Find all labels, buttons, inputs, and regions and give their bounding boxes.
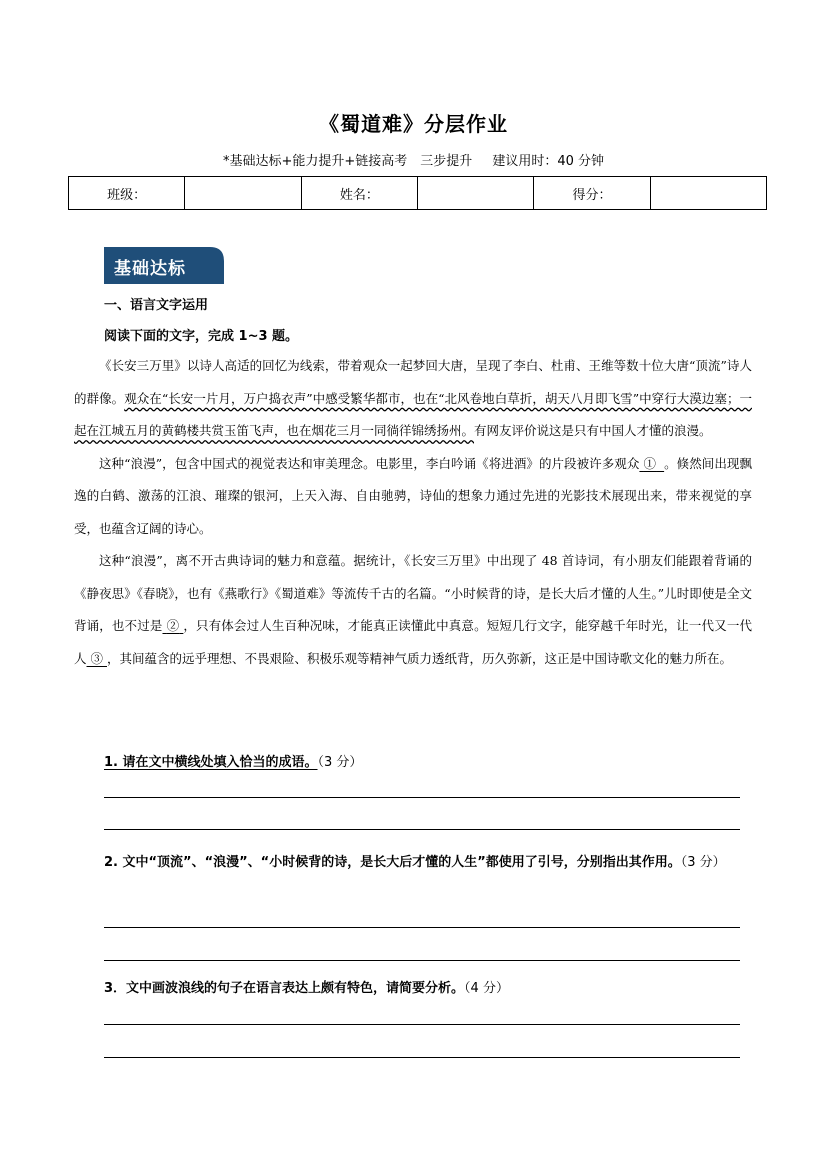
answer-line[interactable] xyxy=(104,960,740,961)
class-field[interactable] xyxy=(185,177,301,210)
answer-line[interactable] xyxy=(104,927,740,928)
passage-paragraph-2: 这种“浪漫”，包含中国式的视觉表达和审美理念。电影里，李白吟诵《将进酒》的片段被许多观众 ① 。倏然间出现飘逸的白鹤、激荡的江浪、璀璨的银河，上天入海、自由驰骋，诗仙的想象力通过先进的光影技术展现出来，带来视觉的享受，也蕴含辽阔的诗心。 xyxy=(74,455,752,536)
section-tab xyxy=(104,247,224,283)
student-info-table xyxy=(68,176,767,210)
section-divider xyxy=(104,282,224,284)
passage-paragraph-1: 《长安三万里》以诗人高适的回忆为线索，带着观众一起梦回大唐，呈现了李白、杜甫、王维等数十位大唐“顶流”诗人的群像。观众在“长安一片月，万户捣衣声”中感受繁华都市，也在“北风卷地白草折，胡天八月即飞雪”中穿行大漠边塞；一起在江城五月的黄鹤楼共赏玉笛飞声，也在烟花三月一同徜徉锦绣扬州。有网友评价说这是只有中国人才懂的浪漫。 xyxy=(74,358,752,438)
page-subtitle xyxy=(0,150,827,169)
heading-reading-instruction: 阅读下面的文字，完成 1~3 题。 xyxy=(104,329,299,344)
passage-paragraph-3: 这种“浪漫”，离不开古典诗词的魅力和意蕴。据统计，《长安三万里》中出现了 48 首诗词，有小朋友们能跟着背诵的《静夜思》《春晓》，也有《燕歌行》《蜀道难》等流传千古的名篇。“小时候背的诗，是长大后才懂的人生。”儿时即使是全文背诵，也不过是 ② ，只有体会过人生百种况味，才能真正读懂此中真意。短短几行文字，能穿越千年时光，让一代又一代人 ③ ，其间蕴含的远乎理想、不畏艰险、积极乐观等精神气质力透纸背，历久弥新，这正是中国诗歌文化的魅力所在。 xyxy=(74,553,752,666)
blank-2[interactable]: ② xyxy=(166,618,180,633)
passage xyxy=(74,350,752,675)
question-2: 2. 文中“顶流”、“浪漫”、“小时候背的诗，是长大后才懂的人生”都使用了引号，分别指出其作用。（3 分） xyxy=(104,855,726,870)
name-label: 姓名： xyxy=(301,177,417,210)
blank-3[interactable]: ③ xyxy=(90,650,104,666)
question-3: 3．文中画波浪线的句子在语言表达上颇有特色，请简要分析。（4 分） xyxy=(104,981,509,996)
heading-language-use: 一、语言文字运用 xyxy=(104,298,209,313)
blank-1[interactable]: ① xyxy=(643,455,657,471)
name-field[interactable] xyxy=(417,177,533,210)
score-field[interactable] xyxy=(650,177,766,210)
class-label: 班级： xyxy=(69,177,185,210)
wavy-underlined-sentence: 观众在“长安一片月，万户捣衣声”中感受繁华都市，也在“北风卷地白草折，胡天八月即飞雪”中穿行大漠边塞；一起在江城五月的黄鹤楼共赏玉笛飞声，也在烟花三月一同徜徉锦绣扬州。 xyxy=(74,390,752,438)
page-title: 《蜀道难》分层作业 xyxy=(319,112,508,136)
answer-line[interactable] xyxy=(104,1057,740,1058)
answer-line[interactable] xyxy=(104,1024,740,1025)
answer-line[interactable] xyxy=(104,797,740,798)
subtitle-steps: *基础达标+能力提升+链接高考 三步提升 xyxy=(222,154,473,169)
subtitle-time: 建议用时：40 分钟 xyxy=(492,154,605,169)
answer-line[interactable] xyxy=(104,829,740,830)
question-1: 1. 请在文中横线处填入恰当的成语。（3 分） xyxy=(104,755,363,770)
section-title: 基础达标 xyxy=(114,259,186,279)
score-label: 得分： xyxy=(534,177,650,210)
